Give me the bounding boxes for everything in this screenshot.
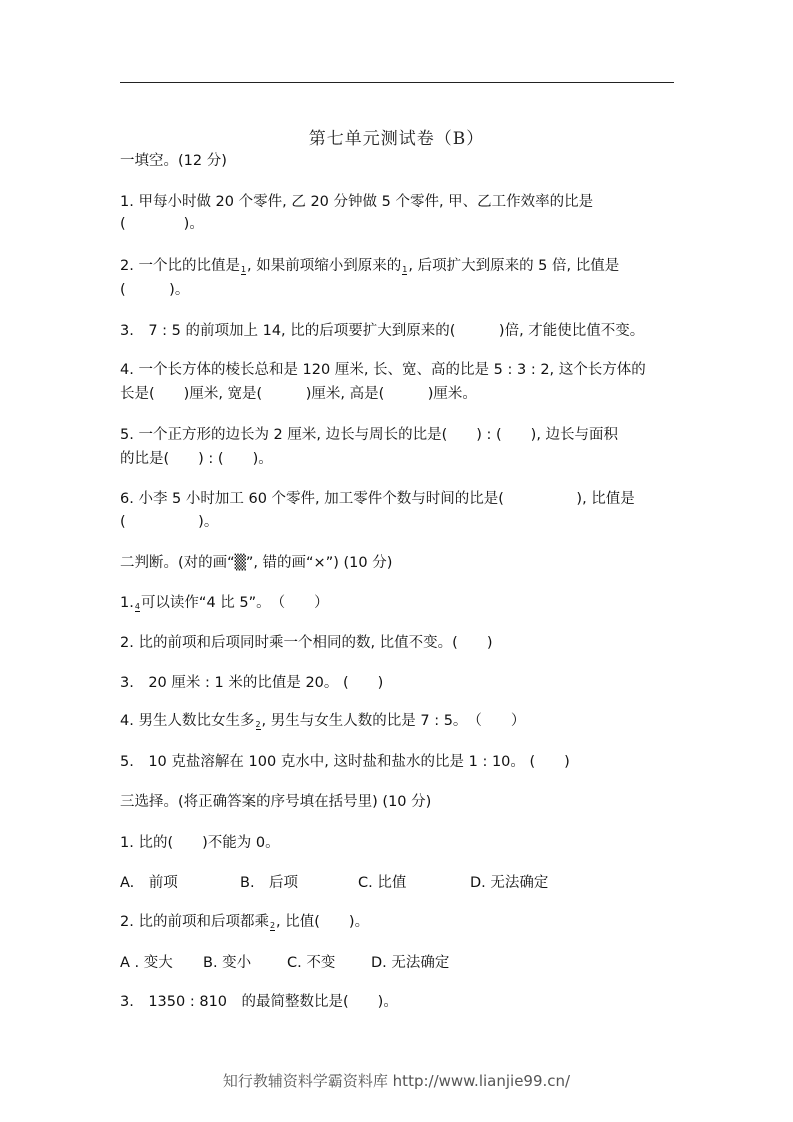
s3-q1-option-b: B. 后项 (240, 875, 299, 891)
s2-q1-line (120, 592, 680, 616)
s1-q1-line1: 1. 甲每小时做 20 个零件, 乙 20 分钟做 5 个零件, 甲、乙工作效率的比是 (120, 194, 594, 210)
s1-q2-text-c: , 后项扩大到原来的 5 倍, 比值是 (408, 258, 620, 274)
s1-q2-fraction-2: 1 (402, 265, 408, 274)
s3-q2-option-d: D. 无法确定 (371, 955, 450, 971)
s1-q4-line2: 长是( )厘米, 宽是( )厘米, 高是( )厘米。 (120, 386, 477, 402)
section2-heading: 二判断。(对的画“▒”, 错的画“×”) (10 分) (120, 555, 393, 571)
section1-heading: 一填空。(12 分) (120, 153, 227, 169)
s1-q4-line1: 4. 一个长方体的棱长总和是 120 厘米, 长、宽、高的比是 5 : 3 : 2, 这个长方体的 (120, 362, 646, 378)
s2-q3-line: 3. 20 厘米 : 1 米的比值是 20。 ( ) (120, 675, 384, 691)
s1-q5-line2: 的比是( ) : ( )。 (120, 451, 273, 467)
s2-q4-text-b: , 男生与女生人数的比是 7 : 5。 （ ） (261, 713, 526, 729)
s3-q1-line: 1. 比的( )不能为 0。 (120, 835, 280, 851)
s2-q1-number: 1. (120, 595, 134, 611)
footer-watermark: 知行教辅资料学霸资料库 http://www.lianjie99.cn/ (222, 1072, 571, 1090)
s1-q2-line1 (120, 255, 680, 279)
s1-q6-line1: 6. 小李 5 小时加工 60 个零件, 加工零件个数与时间的比是( ), 比值是 (120, 491, 635, 507)
s3-q1-option-a: A. 前项 (120, 875, 178, 891)
s1-q2-text-b: , 如果前项缩小到原来的 (247, 258, 402, 274)
s3-q2-text-b: , 比值( )。 (276, 914, 370, 930)
s3-q2-text-a: 2. 比的前项和后项都乘 (120, 914, 269, 930)
s2-q4-text-a: 4. 男生人数比女生多 (120, 713, 255, 729)
page-title: 第七单元测试卷（B） (308, 129, 485, 149)
s1-q1-line2: ( )。 (120, 216, 204, 232)
s3-q2-option-a: A . 变大 (120, 955, 173, 971)
s2-q2-line: 2. 比的前项和后项同时乘一个相同的数, 比值不变。( ) (120, 635, 493, 651)
s1-q6-line2: ( )。 (120, 514, 219, 530)
s3-q2-fraction: 2 (269, 921, 276, 930)
s1-q2-line2: ( )。 (120, 282, 190, 298)
s1-q3-line: 3. 7 : 5 的前项加上 14, 比的后项要扩大到原来的( )倍, 才能使比值不变。 (120, 323, 645, 339)
s2-q1-text: 可以读作“4 比 5”。 （ ） (140, 595, 329, 611)
s1-q2-fraction-1: 1 (240, 265, 247, 274)
s2-q4-fraction: 2 (255, 720, 261, 729)
s3-q2-line (120, 911, 680, 935)
s3-q3-line: 3. 1350 : 810 的最简整数比是( )。 (120, 994, 398, 1010)
section3-heading: 三选择。(将正确答案的序号填在括号里) (10 分) (120, 794, 432, 810)
s2-q5-line: 5. 10 克盐溶解在 100 克水中, 这时盐和盐水的比是 1 : 10。 ( ) (120, 754, 570, 770)
header-rule (120, 82, 674, 83)
s2-q4-line (120, 710, 680, 734)
s1-q5-line1: 5. 一个正方形的边长为 2 厘米, 边长与周长的比是( ) : ( ), 边长与面积 (120, 427, 619, 443)
s3-q2-option-c: C. 不变 (287, 955, 336, 971)
s3-q1-option-d: D. 无法确定 (470, 875, 549, 891)
s1-q2-text-a: 2. 一个比的比值是 (120, 258, 240, 274)
s3-q2-option-b: B. 变小 (203, 955, 252, 971)
s3-q1-option-c: C. 比值 (358, 875, 407, 891)
s2-q1-fraction: 4 (134, 602, 140, 611)
